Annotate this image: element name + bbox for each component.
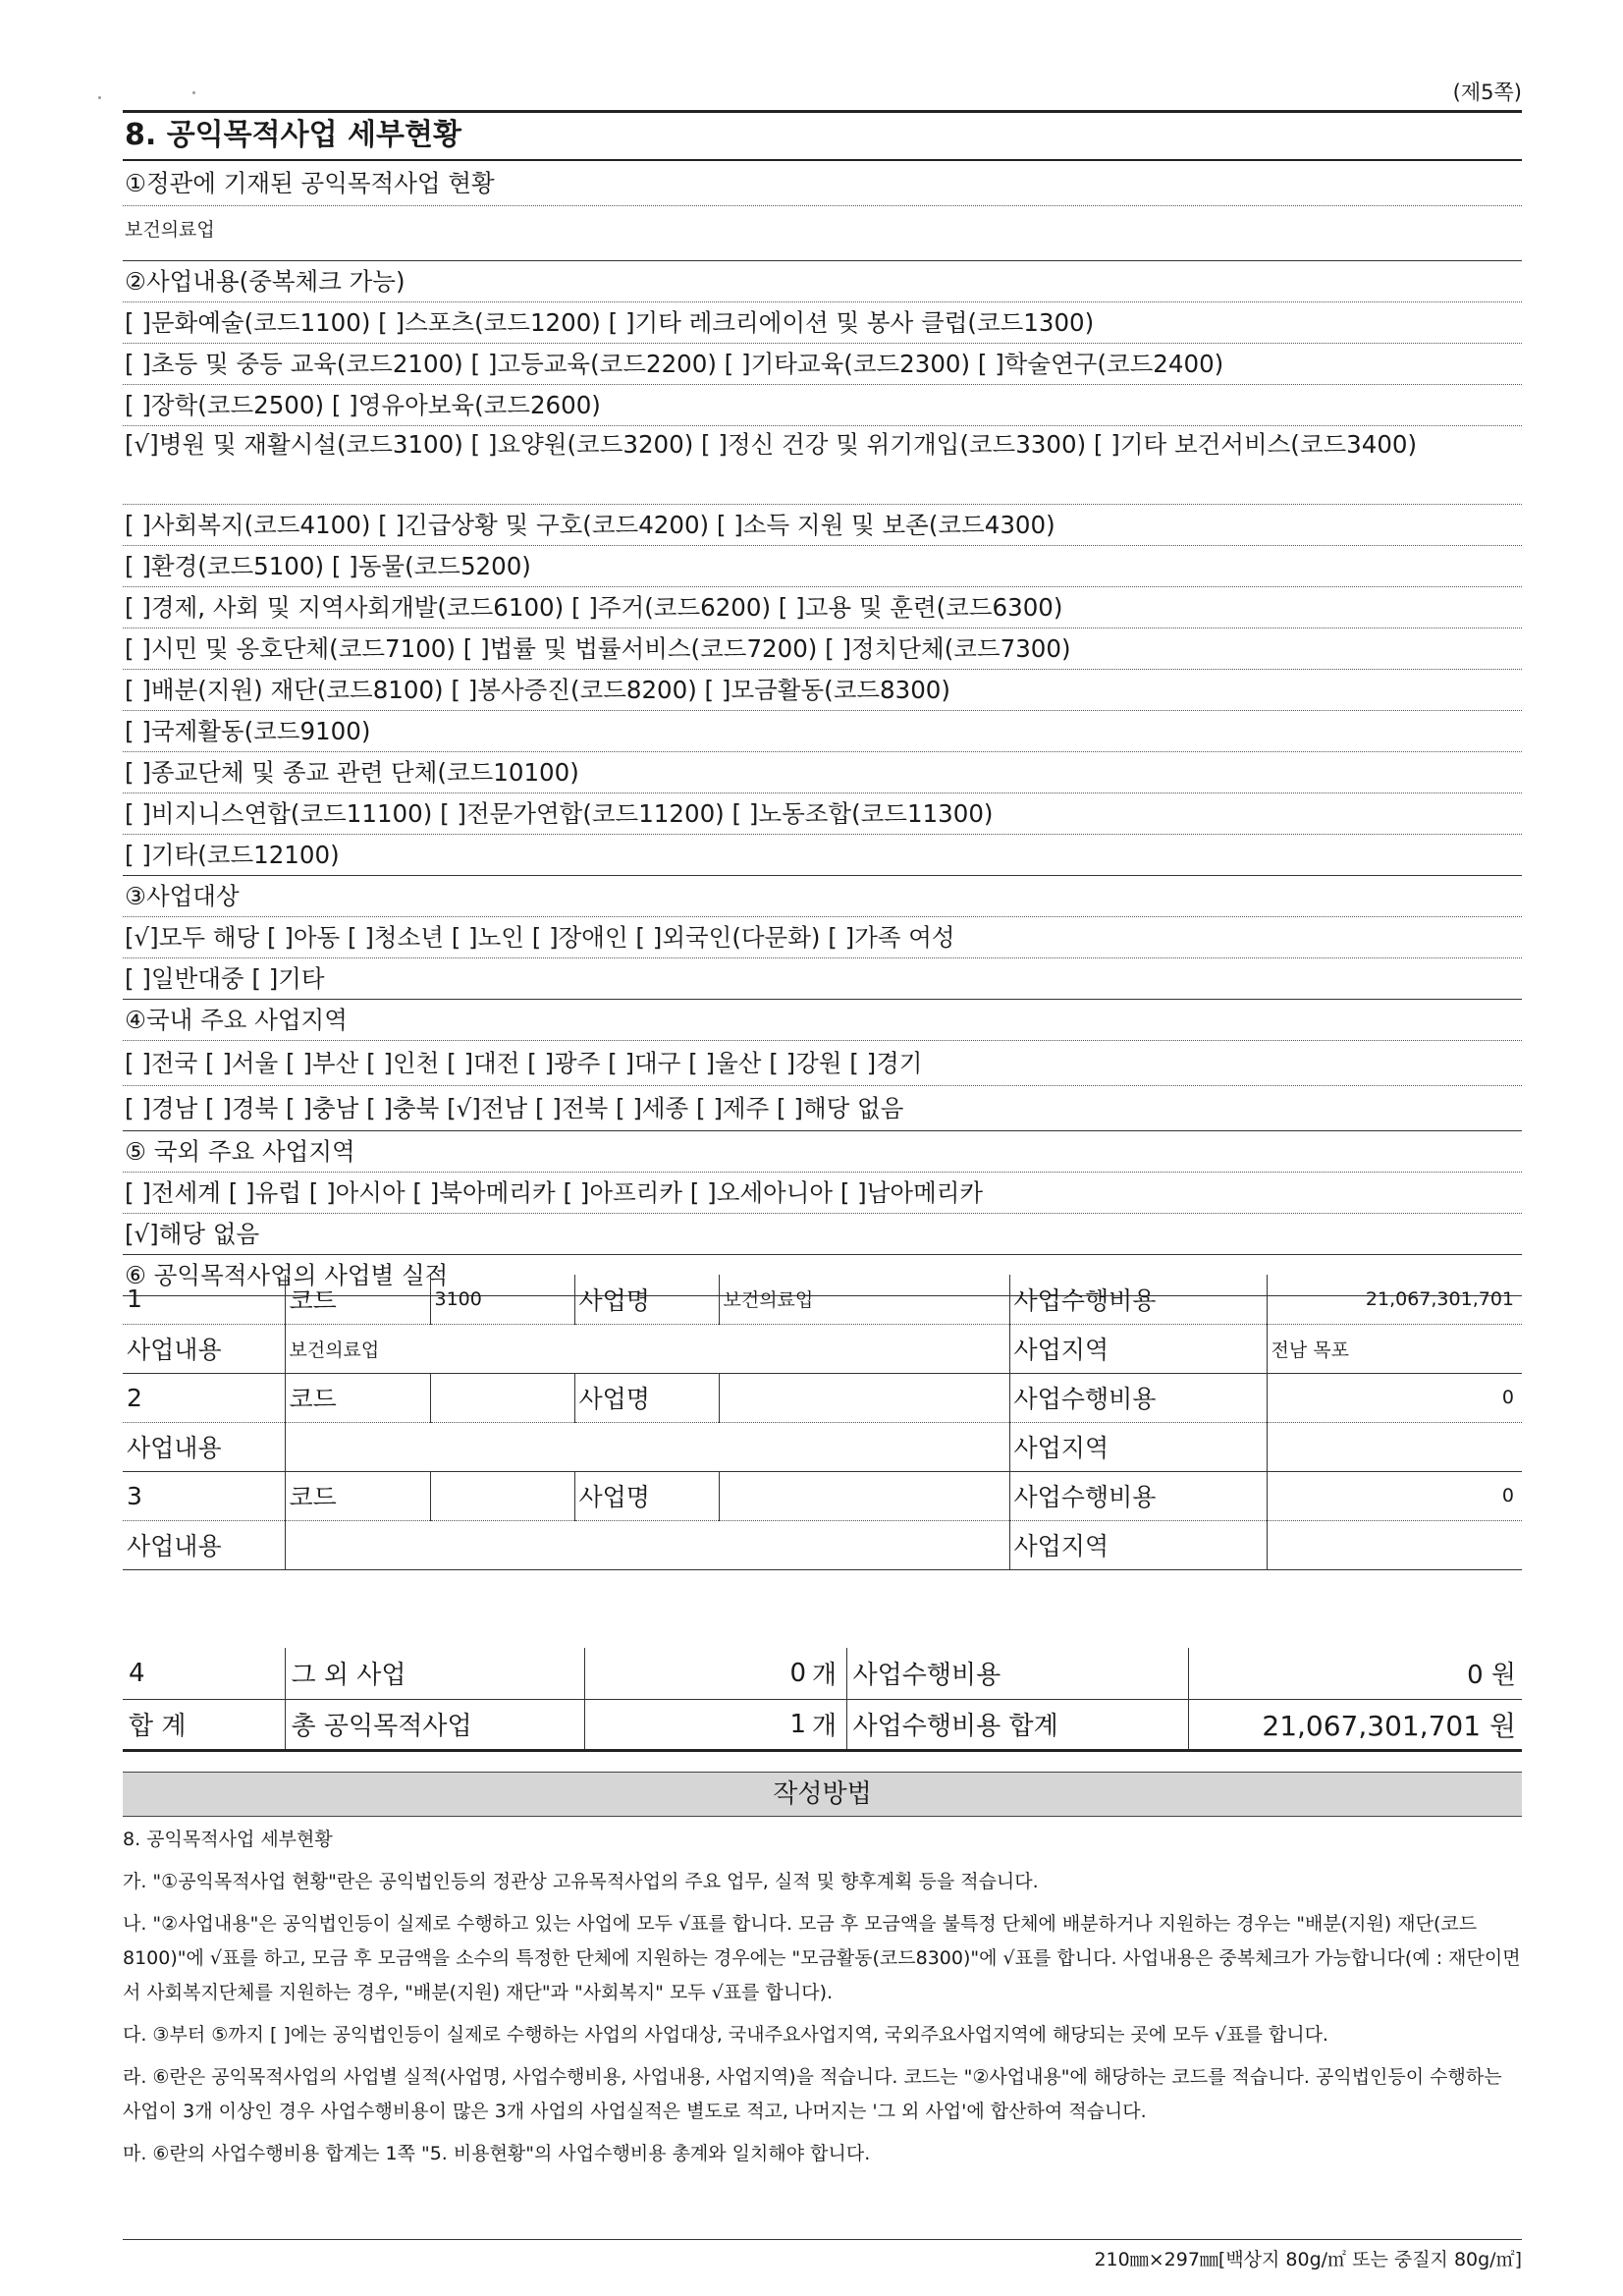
content-value <box>285 1422 1009 1471</box>
business-content-line: [ ]장학(코드2500) [ ]영유아보육(코드2600) <box>123 385 1522 426</box>
cost-label: 사업수행비용 <box>1009 1471 1267 1520</box>
summary-table <box>123 1648 1522 1752</box>
total-cost-value: 21,067,301,701 원 <box>1188 1699 1522 1750</box>
cost-label: 사업수행비용 <box>1009 1275 1267 1324</box>
target-heading: ③사업대상 <box>123 876 1522 917</box>
area-value <box>1267 1520 1522 1569</box>
row-number: 1 <box>123 1275 285 1324</box>
business-content-line: [ ]기타(코드12100) <box>123 835 1522 876</box>
business-content-line: [ ]초등 및 중등 교육(코드2100) [ ]고등교육(코드2200) [ ]기타교육(코드2300) [ ]학술연구(코드2400) <box>123 344 1522 385</box>
performance-heading: ⑥ 공익목적사업의 사업별 실적 <box>123 1255 1522 1296</box>
section-title: 8. 공익목적사업 세부현황 <box>123 110 1522 161</box>
area-label: 사업지역 <box>1009 1520 1267 1569</box>
code-label: 코드 <box>285 1373 430 1422</box>
business-content-line: [√]병원 및 재활시설(코드3100) [ ]요양원(코드3200) [ ]정신 건강 및 위기개입(코드3300) [ ]기타 보건서비스(코드3400) <box>123 426 1522 505</box>
code-label: 코드 <box>285 1471 430 1520</box>
business-content-line: [ ]국제활동(코드9100) <box>123 711 1522 752</box>
total-row <box>123 1699 1522 1750</box>
other-business-row <box>123 1648 1522 1699</box>
table-row <box>123 1275 1522 1324</box>
business-content-line: [ ]배분(지원) 재단(코드8100) [ ]봉사증진(코드8200) [ ]모금활동(코드8300) <box>123 670 1522 711</box>
other-count-unit: 개 <box>812 1648 846 1699</box>
other-count: 0 <box>584 1648 812 1699</box>
target-line: [√]모두 해당 [ ]아동 [ ]청소년 [ ]노인 [ ]장애인 [ ]외국인(다문화) [ ]가족 여성 <box>123 917 1522 958</box>
other-label: 그 외 사업 <box>285 1648 584 1699</box>
domestic-area-heading: ④국내 주요 사업지역 <box>123 1000 1522 1041</box>
biz-name-value <box>719 1471 1009 1520</box>
instruction-paragraph: 마. ⑥란의 사업수행비용 합계는 1쪽 "5. 비용현황"의 사업수행비용 총계와 일치해야 합니다. <box>123 2143 871 2164</box>
instruction-paragraph: 8. 공익목적사업 세부현황 <box>123 1829 333 1850</box>
other-cost-value: 0 원 <box>1188 1648 1522 1699</box>
table-row <box>123 1520 1522 1569</box>
code-label: 코드 <box>285 1275 430 1324</box>
area-label: 사업지역 <box>1009 1324 1267 1373</box>
cost-value: 0 <box>1267 1373 1522 1422</box>
cost-value: 0 <box>1267 1471 1522 1520</box>
business-content-line: [ ]경제, 사회 및 지역사회개발(코드6100) [ ]주거(코드6200) [ ]고용 및 훈련(코드6300) <box>123 587 1522 629</box>
paper-spec: 210㎜×297㎜[백상지 80g/㎡ 또는 중질지 80g/㎡] <box>1094 2249 1522 2270</box>
table-row <box>123 1324 1522 1373</box>
area-value: 전남 목포 <box>1267 1324 1522 1373</box>
total-count: 1 <box>584 1699 812 1750</box>
domestic-area-line: [ ]경남 [ ]경북 [ ]충남 [ ]충북 [√]전남 [ ]전북 [ ]세종 [ ]제주 [ ]해당 없음 <box>123 1086 1522 1131</box>
instructions-heading: 작성방법 <box>123 1772 1522 1817</box>
business-content-line: [ ]비지니스연합(코드11100) [ ]전문가연합(코드11200) [ ]노동조합(코드11300) <box>123 793 1522 835</box>
other-row-number: 4 <box>123 1648 285 1699</box>
table-row <box>123 1373 1522 1422</box>
domestic-area-line: [ ]전국 [ ]서울 [ ]부산 [ ]인천 [ ]대전 [ ]광주 [ ]대구 [ ]울산 [ ]강원 [ ]경기 <box>123 1041 1522 1086</box>
instruction-paragraph: 나. "②사업내용"은 공익법인등이 실제로 수행하고 있는 사업에 모두 √표를 합니다. 모금 후 모금액을 불특정 단체에 배분하거나 지원하는 경우는 "배분(지원) 재단(코드8100)"에 √표를 하고, 모금 후 모금액을 소수의 특정한 단체에 지원하는 경우에는 "모금활동(코드8300)"에 √표를 합니다. 사업내용은 중복체크가 가능합니다(예 : 재단이면서 사회복지단체를 지원하는 경우, "배분(지원) 재단"과 "사회복지" 모두 √표를 합니다). <box>123 1913 1521 2003</box>
instruction-paragraph: 다. ③부터 ⑤까지 [ ]에는 공익법인등이 실제로 수행하는 사업의 사업대상, 국내주요사업지역, 국외주요사업지역에 해당되는 곳에 모두 √표를 합니다. <box>123 2024 1328 2046</box>
content-value <box>285 1520 1009 1569</box>
total-cost-label: 사업수행비용 합계 <box>846 1699 1188 1750</box>
performance-table <box>123 1275 1522 1570</box>
biz-name-value <box>719 1373 1009 1422</box>
business-content-heading: ②사업내용(중복체크 가능) <box>123 261 1522 302</box>
content-value: 보건의료업 <box>285 1324 1009 1373</box>
biz-name-value: 보건의료업 <box>719 1275 1009 1324</box>
biz-name-label: 사업명 <box>574 1373 719 1422</box>
form-body <box>123 161 1522 1296</box>
total-count-unit: 개 <box>812 1699 846 1750</box>
footer-divider <box>123 2239 1522 2240</box>
biz-name-label: 사업명 <box>574 1275 719 1324</box>
target-line: [ ]일반대중 [ ]기타 <box>123 958 1522 1000</box>
business-content-line: [ ]시민 및 옹호단체(코드7100) [ ]법률 및 법률서비스(코드7200) [ ]정치단체(코드7300) <box>123 629 1522 670</box>
cost-value: 21,067,301,701 <box>1267 1275 1522 1324</box>
area-value <box>1267 1422 1522 1471</box>
total-label: 합 계 <box>123 1699 285 1750</box>
overseas-area-line: [ ]전세계 [ ]유럽 [ ]아시아 [ ]북아메리카 [ ]아프리카 [ ]오세아니아 [ ]남아메리카 <box>123 1173 1522 1214</box>
business-content-line: [ ]사회복지(코드4100) [ ]긴급상황 및 구호(코드4200) [ ]소득 지원 및 보존(코드4300) <box>123 505 1522 546</box>
code-value <box>430 1373 574 1422</box>
charter-value: 보건의료업 <box>123 206 1522 261</box>
instruction-paragraph: 가. "①공익목적사업 현황"란은 공익법인등의 정관상 고유목적사업의 주요 업무, 실적 및 향후계획 등을 적습니다. <box>123 1871 1039 1892</box>
row-number: 3 <box>123 1471 285 1520</box>
table-row <box>123 1422 1522 1471</box>
instruction-paragraph: 라. ⑥란은 공익목적사업의 사업별 실적(사업명, 사업수행비용, 사업내용, 사업지역)을 적습니다. 코드는 "②사업내용"에 해당하는 코드를 적습니다. 공익법인등이 수행하는 사업이 3개 이상인 경우 사업수행비용이 많은 3개 사업의 사업실적은 별도로 적고, 나머지는 '그 외 사업'에 합산하여 적습니다. <box>123 2066 1502 2122</box>
code-value <box>430 1471 574 1520</box>
code-value: 3100 <box>430 1275 574 1324</box>
business-content-line: [ ]환경(코드5100) [ ]동물(코드5200) <box>123 546 1522 587</box>
area-label: 사업지역 <box>1009 1422 1267 1471</box>
content-label: 사업내용 <box>123 1422 285 1471</box>
overseas-area-heading: ⑤ 국외 주요 사업지역 <box>123 1131 1522 1173</box>
business-content-line: [ ]문화예술(코드1100) [ ]스포츠(코드1200) [ ]기타 레크리에이션 및 봉사 클럽(코드1300) <box>123 302 1522 344</box>
business-content-line: [ ]종교단체 및 종교 관련 단체(코드10100) <box>123 752 1522 793</box>
other-cost-label: 사업수행비용 <box>846 1648 1188 1699</box>
total-sub-label: 총 공익목적사업 <box>285 1699 584 1750</box>
content-label: 사업내용 <box>123 1324 285 1373</box>
instructions-body <box>123 1823 1522 2179</box>
cost-label: 사업수행비용 <box>1009 1373 1267 1422</box>
biz-name-label: 사업명 <box>574 1471 719 1520</box>
row-number: 2 <box>123 1373 285 1422</box>
table-row <box>123 1471 1522 1520</box>
content-label: 사업내용 <box>123 1520 285 1569</box>
charter-heading: ①정관에 기재된 공익목적사업 현황 <box>123 161 1522 206</box>
overseas-area-line: [√]해당 없음 <box>123 1214 1522 1255</box>
page-number: (제5쪽) <box>1452 81 1522 104</box>
